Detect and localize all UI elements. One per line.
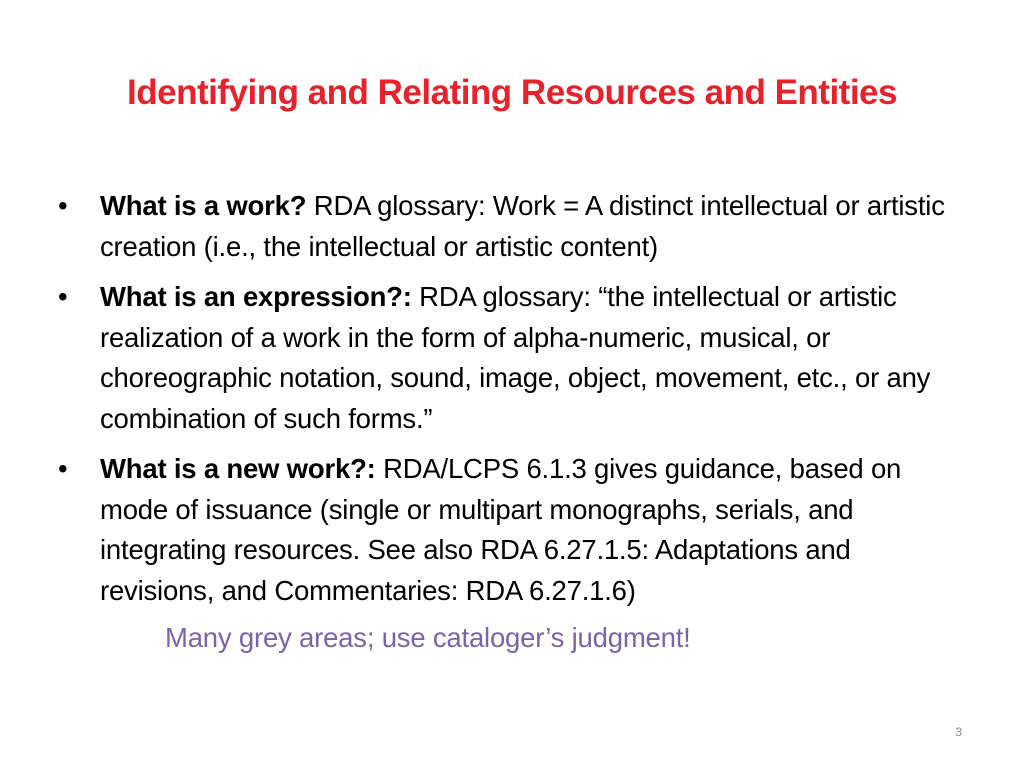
- bullet-icon: •: [58, 281, 68, 312]
- bullet-text: RDA glossary: “the intellectual or artistic realization of a work in the form of alpha-numeric, musical, or choreographic notation, sound, image, object, movement, etc., or any combination of such forms.”: [100, 281, 931, 434]
- slide-title: Identifying and Relating Resources and Entities: [127, 73, 897, 112]
- bullet-text: RDA/LCPS 6.1.3 gives guidance, based on mode of issuance (single or multipart monographs, serials, and integrating resources. See also RDA 6.27.1.5: Adaptations and revisions, and Commentaries: RDA 6.27.1.6): [100, 453, 902, 606]
- bullet-text: RDA glossary: Work = A distinct intellectual or artistic creation (i.e., the intellectual or artistic content): [100, 190, 945, 262]
- bullet-icon: •: [58, 453, 68, 484]
- page-number: 3: [955, 725, 962, 739]
- bullet-icon: •: [58, 190, 68, 221]
- bullet-item-new-work: [58, 449, 968, 611]
- bullet-item-work: [58, 186, 968, 267]
- bullet-term: What is a new work?:: [100, 453, 376, 484]
- bullet-term: What is an expression?:: [100, 281, 412, 312]
- note-text: Many grey areas; use cataloger’s judgment!: [165, 622, 691, 653]
- bullet-item-expression: [58, 277, 968, 439]
- bullet-list: [58, 186, 968, 621]
- bullet-term: What is a work?: [100, 190, 307, 221]
